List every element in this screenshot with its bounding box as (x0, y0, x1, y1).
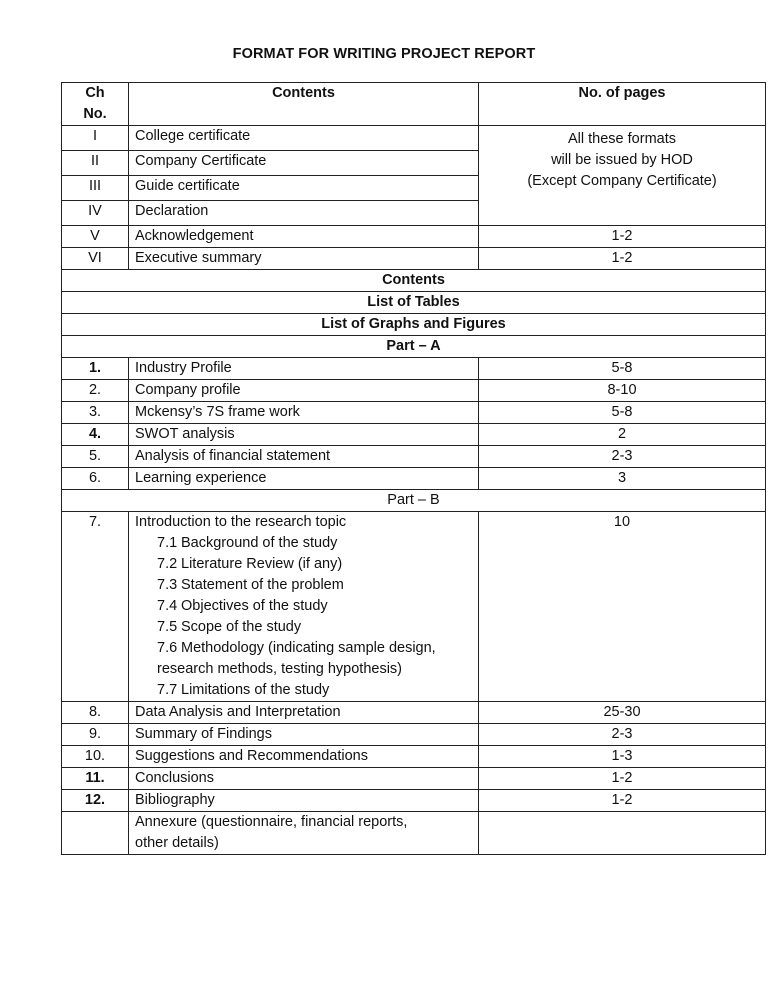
chapter-pages: 1-3 (479, 746, 766, 768)
table-row-chapter-7 (62, 512, 766, 702)
chapter-number: 12. (62, 790, 129, 812)
chapter-number: 6. (62, 468, 129, 490)
sub-title: Background of the study (181, 535, 338, 551)
chapter-number: VI (62, 248, 129, 270)
section-row-part-a (62, 336, 766, 358)
chapter-number: 8. (62, 702, 129, 724)
sub-item (135, 596, 472, 617)
chapter-content: Acknowledgement (129, 226, 479, 248)
section-row-contents (62, 270, 766, 292)
section-label: List of Graphs and Figures (62, 314, 766, 336)
sub-number: 7.4 (157, 598, 178, 614)
table-row (62, 724, 766, 746)
chapter-content: Conclusions (129, 768, 479, 790)
chapter-content: Executive summary (129, 248, 479, 270)
chapter-number: I (62, 126, 129, 151)
chapter-pages: 1-2 (479, 790, 766, 812)
table-row (62, 226, 766, 248)
table-row (62, 702, 766, 724)
section-label: Part – B (62, 490, 766, 512)
header-ch-line: Ch (85, 85, 105, 101)
sub-number: 7.2 (157, 556, 178, 572)
chapter-number: V (62, 226, 129, 248)
header-no-of-pages: No. of pages (479, 83, 766, 126)
chapter-content: Bibliography (129, 790, 479, 812)
table-row (62, 746, 766, 768)
chapter-pages: 1-2 (479, 768, 766, 790)
section-label: Part – A (62, 336, 766, 358)
chapter-number: 2. (62, 380, 129, 402)
chapter-pages-empty (479, 812, 766, 855)
chapter-number: II (62, 151, 129, 176)
sub-number: 7.5 (157, 619, 178, 635)
table-row (62, 468, 766, 490)
sub-item (135, 638, 472, 659)
document-title: FORMAT FOR WRITING PROJECT REPORT (232, 46, 536, 62)
chapter-content: Mckensy’s 7S frame work (129, 402, 479, 424)
sub-item (135, 575, 472, 596)
chapter-content: Company profile (129, 380, 479, 402)
chapter-number: 4. (62, 424, 129, 446)
chapter-content: Declaration (129, 201, 479, 226)
section-label: Contents (62, 270, 766, 292)
table-row (62, 768, 766, 790)
chapter-pages: 5-8 (479, 402, 766, 424)
chapter-pages: 1-2 (479, 226, 766, 248)
chapter-content: Learning experience (129, 468, 479, 490)
chapter-number: 7. (62, 512, 129, 702)
chapter-pages: 2 (479, 424, 766, 446)
note-line: will be issued by HOD (551, 152, 693, 168)
chapter-number: 5. (62, 446, 129, 468)
chapter-content: Analysis of financial statement (129, 446, 479, 468)
table-row (62, 248, 766, 270)
sub-title: Objectives of the study (181, 598, 328, 614)
chapter-number: 11. (62, 768, 129, 790)
table-row (62, 358, 766, 380)
chapter-content: Data Analysis and Interpretation (129, 702, 479, 724)
chapter-pages: 10 (479, 512, 766, 702)
sub-item (135, 617, 472, 638)
chapter-number: 3. (62, 402, 129, 424)
chapter-content (129, 512, 479, 702)
chapter-pages: 1-2 (479, 248, 766, 270)
sub-title: Scope of the study (181, 619, 302, 635)
table-row (62, 790, 766, 812)
chapter-content: Summary of Findings (129, 724, 479, 746)
sub-title: Literature Review (if any) (181, 556, 343, 572)
annexure-line: Annexure (questionnaire, financial reports, (135, 814, 408, 830)
annexure-line: other details) (135, 835, 219, 851)
chapter-pages: 5-8 (479, 358, 766, 380)
sub-title: research methods, testing hypothesis) (157, 661, 403, 677)
table-row (62, 402, 766, 424)
chapter-pages: 25-30 (479, 702, 766, 724)
sub-item (135, 533, 472, 554)
chapter-number: III (62, 176, 129, 201)
sub-item (135, 554, 472, 575)
chapter-content: Guide certificate (129, 176, 479, 201)
sub-title: Limitations of the study (181, 682, 330, 698)
chapter-pages: 8-10 (479, 380, 766, 402)
table-row (62, 446, 766, 468)
sub-number: 7.1 (157, 535, 178, 551)
chapter-content (129, 812, 479, 855)
table-row (62, 126, 766, 151)
chapter-title: Introduction to the research topic (135, 514, 347, 530)
header-ch-no (62, 83, 129, 126)
section-label: List of Tables (62, 292, 766, 314)
chapter-content: Company Certificate (129, 151, 479, 176)
chapter-number-empty (62, 812, 129, 855)
table-row-annexure (62, 812, 766, 855)
chapter-pages: 2-3 (479, 724, 766, 746)
chapter-content: Suggestions and Recommendations (129, 746, 479, 768)
table-row (62, 380, 766, 402)
table-header-row (62, 83, 766, 126)
chapter-number: 1. (62, 358, 129, 380)
note-line: All these formats (568, 131, 676, 147)
chapter-number: IV (62, 201, 129, 226)
chapter-number: 9. (62, 724, 129, 746)
chapter-content: Industry Profile (129, 358, 479, 380)
chapter-pages: 2-3 (479, 446, 766, 468)
sub-item-continuation (135, 659, 472, 680)
sub-number: 7.7 (157, 682, 178, 698)
sub-title: Methodology (indicating sample design, (181, 640, 436, 656)
sub-number: 7.3 (157, 577, 178, 593)
sub-title: Statement of the problem (181, 577, 344, 593)
section-row-part-b (62, 490, 766, 512)
chapter-number: 10. (62, 746, 129, 768)
section-row-list-of-graphs (62, 314, 766, 336)
sub-number: 7.6 (157, 640, 178, 656)
report-format-table (61, 82, 766, 855)
section-row-list-of-tables (62, 292, 766, 314)
header-no-line: No. (83, 106, 107, 122)
header-contents: Contents (129, 83, 479, 126)
table-row (62, 424, 766, 446)
sub-item (135, 680, 472, 701)
chapter-content: SWOT analysis (129, 424, 479, 446)
certificates-note (479, 126, 766, 226)
note-line: (Except Company Certificate) (527, 173, 717, 189)
chapter-pages: 3 (479, 468, 766, 490)
chapter-content: College certificate (129, 126, 479, 151)
